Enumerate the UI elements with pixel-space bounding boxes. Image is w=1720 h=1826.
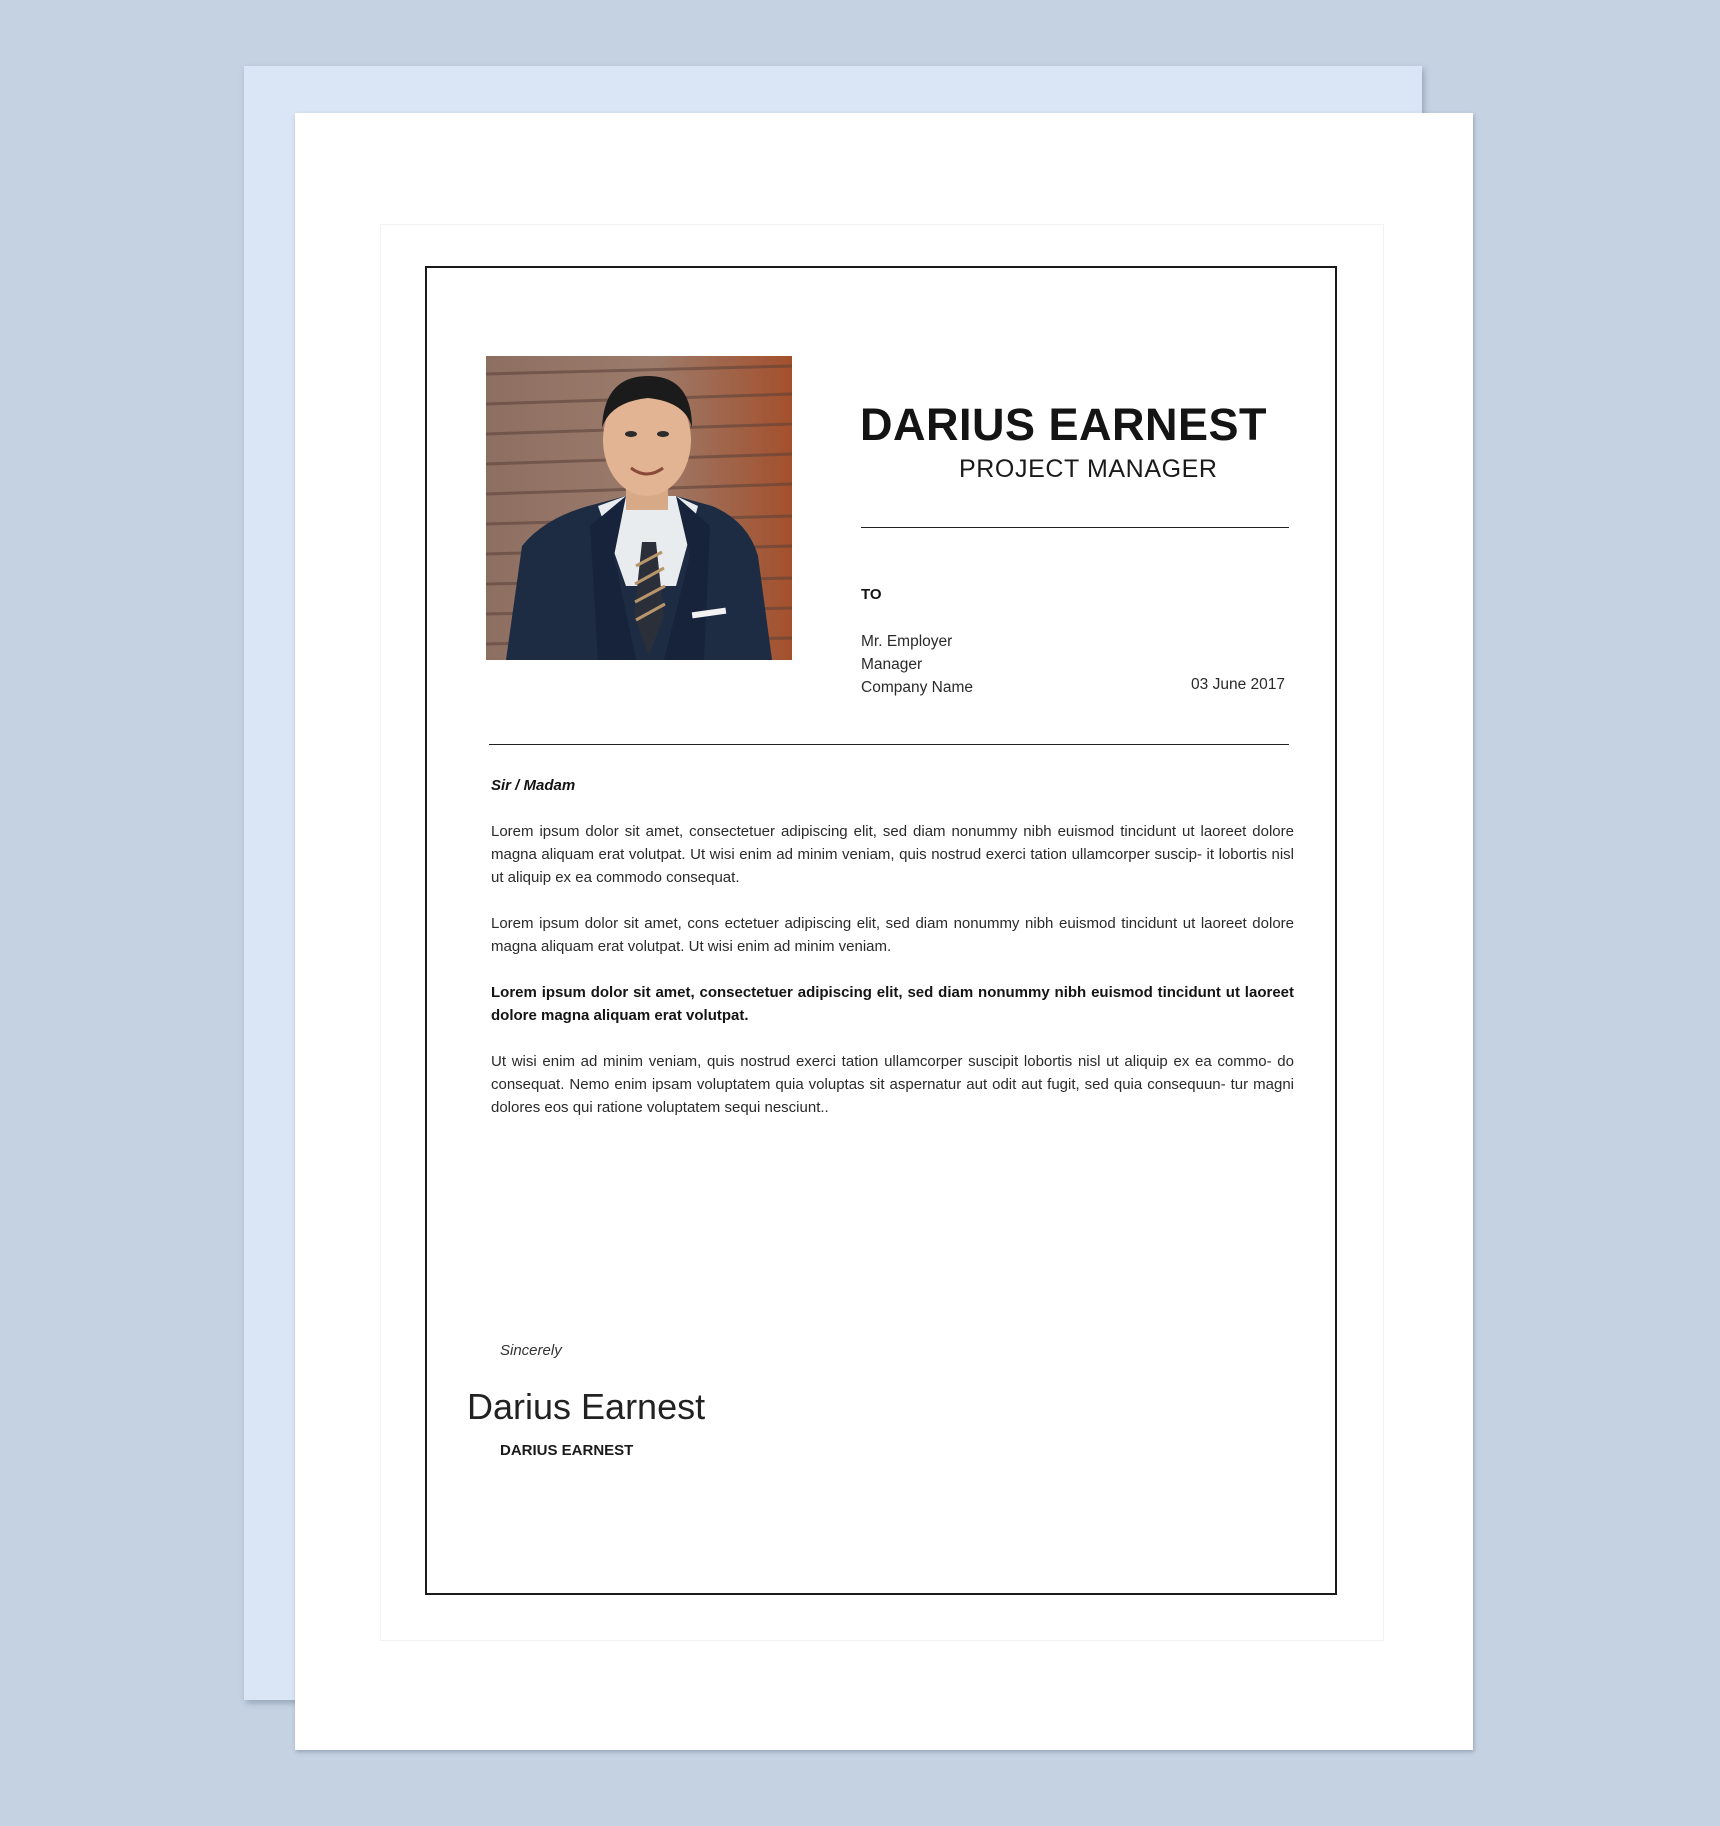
- letter-body: [491, 774, 1294, 1142]
- signature: Darius Earnest: [467, 1386, 706, 1427]
- paragraph-4: Ut wisi enim ad minim veniam, quis nostrud exerci tation ullamcorper suscipit lobortis nisl ut aliquip ex ea commo- do consequat. Nemo enim ipsam voluptatem quia voluptas sit aspernatur aut odit aut fugit, sed quia consequun- tur magni dolores eos qui ratione voluptatem sequi nesciunt..: [491, 1053, 1294, 1116]
- applicant-name: DARIUS EARNEST: [860, 399, 1268, 450]
- body-divider: [489, 744, 1289, 745]
- letter-date: 03 June 2017: [1191, 676, 1285, 693]
- paragraph-3-bold: Lorem ipsum dolor sit amet, consectetuer adipiscing elit, sed diam nonummy nibh euismod tincidunt ut laoreet dolore magna aliquam erat volutpat.: [491, 984, 1294, 1024]
- salutation: Sir / Madam: [491, 777, 576, 794]
- portrait-photo-icon: [486, 356, 792, 660]
- applicant-role: PROJECT MANAGER: [959, 455, 1218, 483]
- recipient-label: TO: [861, 586, 882, 603]
- recipient-name: Mr. Employer: [861, 633, 953, 650]
- portrait-photo: [486, 356, 792, 660]
- recipient-block: [861, 630, 973, 699]
- header-divider: [861, 527, 1289, 528]
- closing: Sincerely: [500, 1342, 562, 1359]
- paragraph-1: Lorem ipsum dolor sit amet, consectetuer adipiscing elit, sed diam nonummy nibh euismod tincidunt ut laoreet dolore magna aliquam erat volutpat. Ut wisi enim ad minim veniam, quis nostrud exerci tation ullamcorper suscip- it lobortis nisl ut aliquip ex ea commodo consequat.: [491, 823, 1294, 886]
- printed-name: DARIUS EARNEST: [500, 1442, 634, 1459]
- recipient-company: Company Name: [861, 679, 973, 696]
- recipient-title: Manager: [861, 656, 923, 673]
- paragraph-2: Lorem ipsum dolor sit amet, cons ectetuer adipiscing elit, sed diam nonummy nibh euismod tincidunt ut laoreet dolore magna aliquam erat volutpat. Ut wisi enim ad minim veniam.: [491, 915, 1294, 955]
